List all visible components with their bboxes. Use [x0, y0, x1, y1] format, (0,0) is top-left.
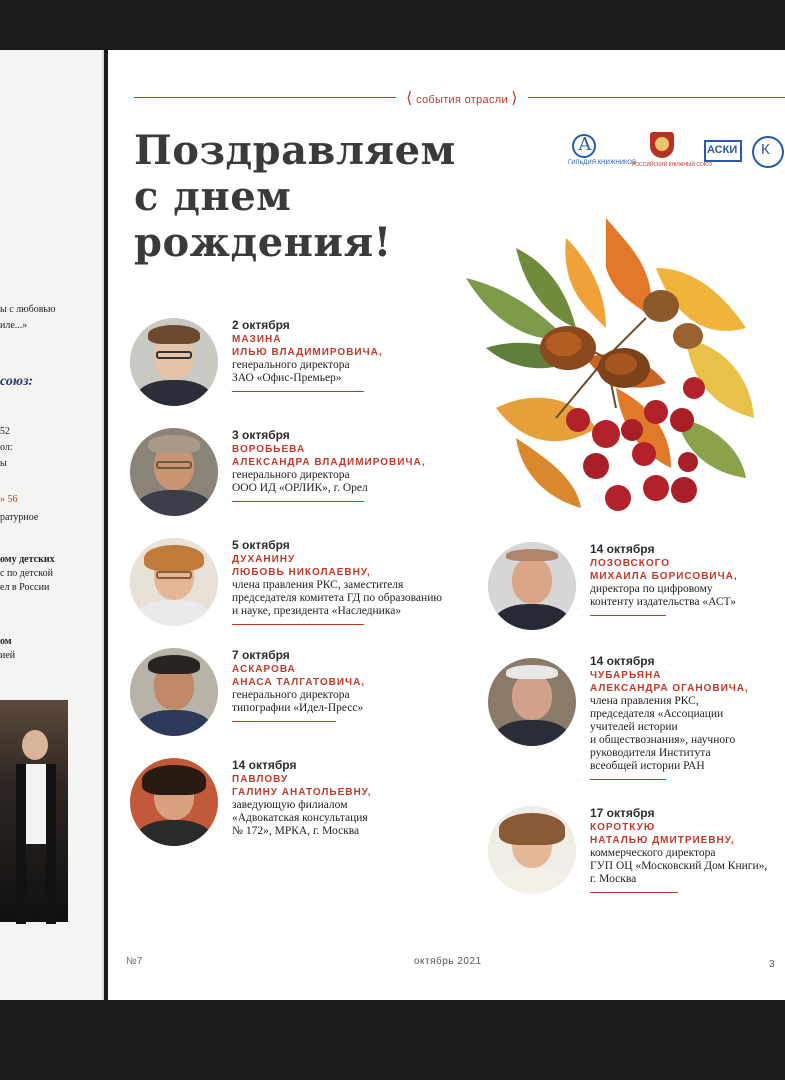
portrait-photo: [488, 658, 576, 746]
entry-desc-line: генерального директора: [232, 359, 350, 371]
entry-desc-line: контенту издательства «АСТ»: [590, 596, 736, 608]
entry-desc-line: члена правления РКС,: [590, 695, 699, 707]
title-line: с днем: [134, 173, 292, 220]
entry-desc-line: директора по цифровому: [590, 583, 713, 595]
left-page-line: иле...»: [0, 320, 28, 331]
portrait-photo: [488, 542, 576, 630]
entry-date: 14 октября: [590, 542, 655, 556]
entry-text: [590, 654, 780, 780]
entry-desc-line: генерального директора: [232, 689, 350, 701]
entry-fullname: ГАЛИНУ АНАТОЛЬЕВНУ,: [232, 787, 372, 798]
portrait-photo: [130, 648, 218, 736]
section-tag: ⟨ события отрасли ⟩: [406, 90, 518, 107]
birthday-entry: [130, 538, 500, 638]
left-page-line: » 56: [0, 494, 18, 505]
entry-fullname: НАТАЛЬЮ ДМИТРИЕВНУ,: [590, 835, 735, 846]
birthday-entry: [488, 654, 778, 804]
birthday-entry: [130, 648, 470, 748]
entry-desc-line: ЗАО «Офис-Премьер»: [232, 372, 342, 384]
left-page-heading: союз:: [0, 374, 34, 389]
entry-desc-line: типографии «Идел-Пресс»: [232, 702, 364, 714]
k-logo: К: [752, 132, 785, 172]
entry-date: 2 октября: [232, 318, 290, 332]
portrait-photo: [488, 806, 576, 894]
portrait-photo: [130, 538, 218, 626]
entry-desc-line: и науке, президента «Наследника»: [232, 605, 402, 617]
entry-surname: ВОРОБЬЕВА: [232, 444, 306, 455]
entry-rule: [232, 501, 364, 502]
left-page-line: ел в России: [0, 582, 50, 593]
entry-desc-line: ООО ИД «ОРЛИК», г. Орел: [232, 482, 368, 494]
birthday-entry: [130, 428, 470, 528]
entry-fullname: АЛЕКСАНДРА ВЛАДИМИРОВИЧА,: [232, 457, 426, 468]
left-page-line: ол:: [0, 442, 13, 453]
issue-number: №7: [126, 956, 143, 967]
entry-rule: [590, 892, 678, 893]
entry-desc-line: ГУП ОЦ «Московский Дом Книги»,: [590, 860, 768, 872]
entry-surname: ДУХАНИНУ: [232, 554, 296, 565]
entry-desc-line: члена правления РКС, заместителя: [232, 579, 404, 591]
entry-rule: [590, 615, 666, 616]
entry-surname: ПАВЛОВУ: [232, 774, 289, 785]
left-page-line: ы: [0, 458, 7, 469]
section-tag-label: события отрасли: [416, 94, 508, 106]
entry-text: [232, 758, 492, 838]
entry-desc-line: председателя комитета ГД по образованию: [232, 592, 442, 604]
entry-date: 5 октября: [232, 538, 290, 552]
page-title: [134, 128, 474, 266]
entry-date: 17 октября: [590, 806, 655, 820]
entry-text: [232, 428, 492, 502]
entry-desc-line: № 172», МРКА, г. Москва: [232, 825, 360, 837]
entry-desc-line: заведующую филиалом: [232, 799, 348, 811]
left-page-line: ратурное: [0, 512, 39, 523]
birthday-entry: [488, 542, 778, 642]
entry-rule: [232, 391, 364, 392]
entry-desc-line: г. Москва: [590, 873, 637, 885]
entry-fullname: АЛЕКСАНДРА ОГАНОВИЧА,: [590, 683, 749, 694]
entry-desc-line: «Адвокатская консультация: [232, 812, 368, 824]
issue-date: октябрь 2021: [414, 956, 482, 967]
portrait-photo: [130, 758, 218, 846]
entry-date: 7 октября: [232, 648, 290, 662]
entry-date: 14 октября: [232, 758, 297, 772]
birthday-entry: [130, 318, 470, 418]
magazine-page: [108, 50, 785, 1000]
left-page-line: ы с любовью: [0, 304, 56, 315]
guild-logo: А ГИЛЬДИЯ КНИЖНИКОВ: [568, 134, 637, 166]
entry-desc-line: учителей истории: [590, 721, 678, 733]
entry-surname: ЧУБАРЬЯНА: [590, 670, 662, 681]
left-page-photo: [0, 700, 68, 922]
photo-person: [16, 730, 56, 920]
rks-logo: РОССИЙСКИЙ КНИЖНЫЙ СОЮЗ: [632, 132, 694, 172]
entry-desc-line: коммерческого директора: [590, 847, 716, 859]
entry-text: [232, 648, 492, 722]
entry-desc-line: руководителя Института: [590, 747, 711, 759]
entry-fullname: ИЛЬЮ ВЛАДИМИРОВИЧА,: [232, 347, 383, 358]
entry-desc-line: всеобщей истории РАН: [590, 760, 705, 772]
partner-logos: [568, 132, 785, 174]
entry-text: [232, 318, 492, 392]
autumn-leaves-illustration: [456, 208, 756, 518]
portrait-photo: [130, 428, 218, 516]
birthday-entry: [488, 806, 785, 916]
left-page-line: ом: [0, 636, 12, 647]
portrait-photo: [130, 318, 218, 406]
title-line: рождения!: [134, 219, 392, 266]
entry-desc-line: генерального директора: [232, 469, 350, 481]
aski-logo: АСКИ: [704, 132, 744, 172]
entry-surname: МАЗИНА: [232, 334, 282, 345]
entry-surname: ЛОЗОВСКОГО: [590, 558, 670, 569]
entry-desc-line: председателя «Ассоциации: [590, 708, 724, 720]
left-page-line: ией: [0, 650, 16, 661]
entry-fullname: МИХАИЛА БОРИСОВИЧА,: [590, 571, 738, 582]
left-page-line: ому детских: [0, 554, 55, 565]
left-page-line: 52: [0, 426, 10, 437]
entry-fullname: ЛЮБОВЬ НИКОЛАЕВНУ,: [232, 567, 371, 578]
entry-text: [232, 538, 522, 625]
entry-text: [590, 542, 780, 616]
entry-text: [590, 806, 785, 893]
entry-date: 3 октября: [232, 428, 290, 442]
left-page-line: с по детской: [0, 568, 53, 579]
entry-surname: КОРОТКУЮ: [590, 822, 656, 833]
page-number: 3: [769, 959, 775, 970]
header-rule-left: [134, 97, 396, 98]
entry-rule: [590, 779, 666, 780]
entry-date: 14 октября: [590, 654, 655, 668]
entry-fullname: АНАСА ТАЛГАТОВИЧА,: [232, 677, 366, 688]
entry-rule: [232, 721, 336, 722]
title-line: Поздравляем: [134, 127, 456, 174]
header-rule-right: [528, 97, 785, 98]
entry-rule: [232, 624, 364, 625]
birthday-entry: [130, 758, 470, 868]
entry-surname: АСКАРОВА: [232, 664, 296, 675]
left-page-fragment: [0, 50, 104, 1000]
entry-desc-line: и обществознания», научного: [590, 734, 736, 746]
